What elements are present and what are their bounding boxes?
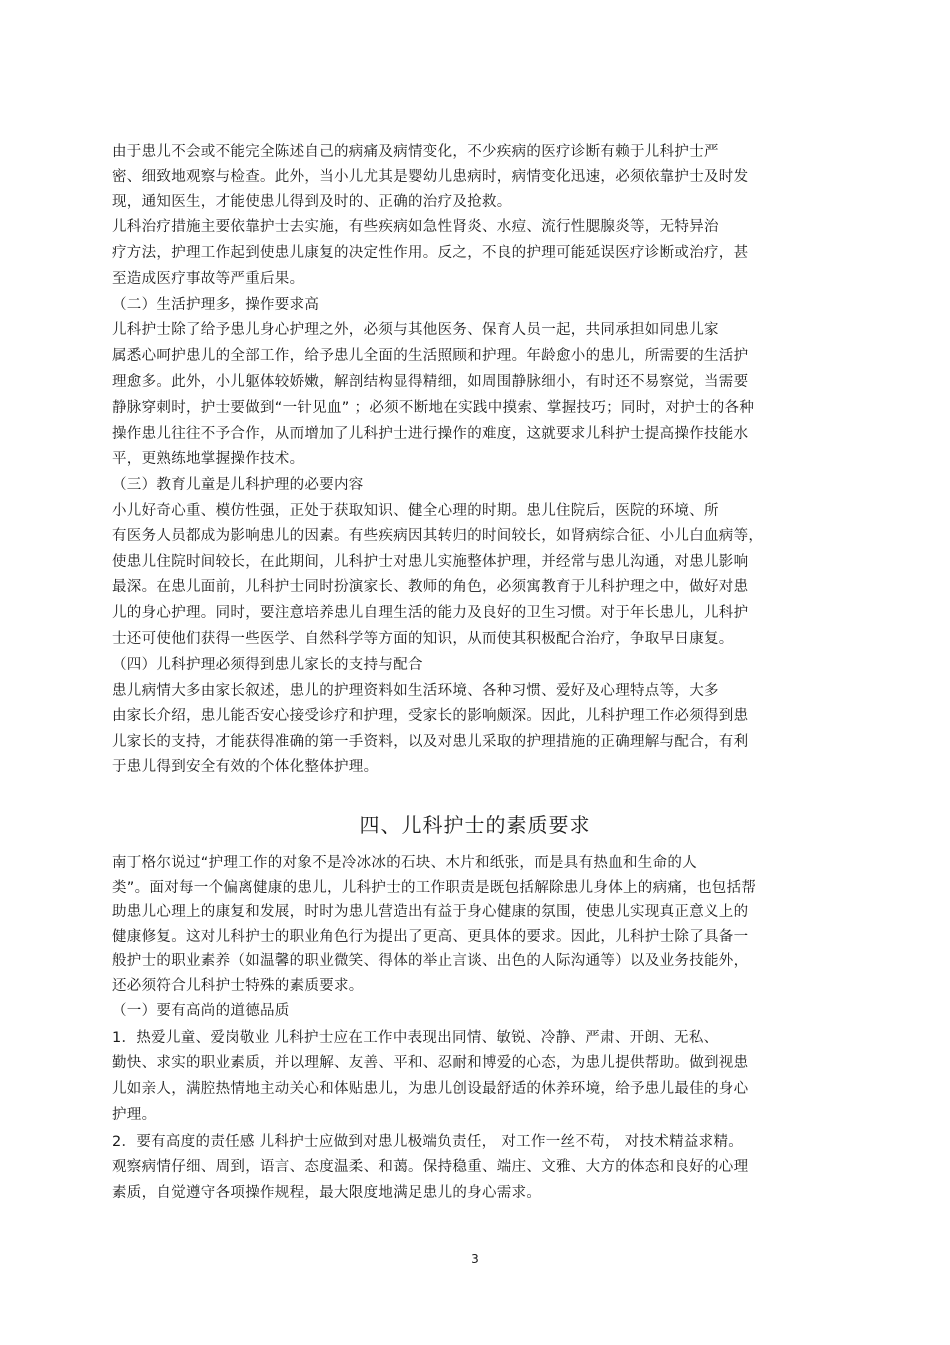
body-text-line: 素质，自觉遵守各项操作规程，最大限度地满足患儿的身心需求。 [112,1185,542,1201]
body-text-line: 静脉穿刺时，护士要做到“一针见血” ；必须不断地在实践中摸索、掌握技巧；同时，对护士的各种 [112,400,755,416]
body-text-line: 疗方法，护理工作起到使患儿康复的决定性作用。反之，不良的护理可能延误医疗诊断或治疗，甚 [112,245,749,261]
body-text-line: 1．热爱儿童、爱岗敬业 儿科护士应在工作中表现出同情、敏锐、冷静、严肃、开朗、无私、 [112,1030,719,1046]
body-text-line: 有医务人员都成为影响患儿的因素。有些疾病因其转归的时间较长，如肾病综合征、小儿白血病等， [112,528,764,544]
section-heading: 四、儿科护士的素质要求 [359,813,591,837]
body-text-line: 儿家长的支持，才能获得准确的第一手资料，以及对患儿采取的护理措施的正确理解与配合，有利 [112,734,749,750]
body-text-line: 小儿好奇心重、模仿性强，正处于获取知识、健全心理的时期。患儿住院后，医院的环境、所 [112,503,719,519]
section-subheading: （一）要有高尚的道德品质 [112,1003,290,1019]
body-text-line: 患儿病情大多由家长叙述，患儿的护理资料如生活环境、各种习惯、爱好及心理特点等，大多 [112,683,719,699]
body-text-line: 理愈多。此外，小儿躯体较娇嫩，解剖结构显得精细，如周围静脉细小，有时还不易察觉，当需要 [112,374,749,390]
body-text-line: 操作患儿往往不予合作，从而增加了儿科护士进行操作的难度，这就要求儿科护士提高操作技能水 [112,426,749,442]
body-text-line: 现，通知医生，才能使患儿得到及时的、正确的治疗及抢救。 [112,194,512,210]
section-subheading: （四）儿科护理必须得到患儿家长的支持与配合 [112,657,423,673]
body-text-line: 儿如亲人，满腔热情地主动关心和体贴患儿，为患儿创设最舒适的休养环境，给予患儿最佳的身心 [112,1081,749,1097]
body-text-line: 还必须符合儿科护士特殊的素质要求。 [112,978,364,994]
body-text-line: 属悉心呵护患儿的全部工作，给予患儿全面的生活照顾和护理。年龄愈小的患儿，所需要的生活护 [112,348,749,364]
body-text-line: 儿科护士除了给予患儿身心护理之外，必须与其他医务、保育人员一起，共同承担如同患儿家 [112,322,719,338]
page-number: 3 [471,1252,479,1266]
body-text-line: 平，更熟练地掌握操作技术。 [112,451,305,467]
body-text-line: 儿科治疗措施主要依靠护士去实施，有些疾病如急性肾炎、水痘、流行性腮腺炎等，无特异治 [112,219,719,235]
body-text-line: 至造成医疗事故等严重后果。 [112,271,305,287]
section-subheading: （三）教育儿童是儿科护理的必要内容 [112,477,364,493]
body-text-line: 于患儿得到安全有效的个体化整体护理。 [112,759,379,775]
body-text-line: 密、细致地观察与检查。此外，当小儿尤其是婴幼儿患病时，病情变化迅速，必须依靠护士及时发 [112,169,749,185]
body-text-line: 南丁格尔说过“护理工作的对象不是冷冰冰的石块、木片和纸张，而是具有热血和生命的人 [112,855,698,871]
body-text-line: 观察病情仔细、周到，语言、态度温柔、和蔼。保持稳重、端庄、文雅、大方的体态和良好的心理 [112,1159,749,1175]
body-text-line: 般护士的职业素养（如温馨的职业微笑、得体的举止言谈、出色的人际沟通等）以及业务技能外， [112,953,749,969]
body-text-line: 护理。 [112,1107,157,1123]
body-text-line: 由家长介绍，患儿能否安心接受诊疗和护理，受家长的影响颇深。因此，儿科护理工作必须得到患 [112,708,749,724]
body-text-line: 类”。面对每一个偏离健康的患儿，儿科护士的工作职责是既包括解除患儿身体上的病痛，也包括帮 [112,880,757,896]
body-text-line: 使患儿住院时间较长，在此期间，儿科护士对患儿实施整体护理，并经常与患儿沟通，对患儿影响 [112,554,749,570]
body-text-line: 勤快、求实的职业素质，并以理解、友善、平和、忍耐和博爱的心态，为患儿提供帮助。做到视患 [112,1055,749,1071]
body-text-line: 2．要有高度的责任感 儿科护士应做到对患儿极端负责任， 对工作一丝不苟， 对技术精益求精。 [112,1134,744,1150]
body-text-line: 最深。在患儿面前，儿科护士同时扮演家长、教师的角色，必须寓教育于儿科护理之中，做好对患 [112,579,749,595]
section-subheading: （二）生活护理多，操作要求高 [112,297,320,313]
body-text-line: 助患儿心理上的康复和发展，时时为患儿营造出有益于身心健康的氛围，使患儿实现真正意义上的 [112,904,749,920]
body-text-line: 士还可使他们获得一些医学、自然科学等方面的知识，从而使其积极配合治疗，争取早日康复。 [112,631,734,647]
body-text-line: 儿的身心护理。同时，要注意培养患儿自理生活的能力及良好的卫生习惯。对于年长患儿，儿科护 [112,605,749,621]
body-text-line: 由于患儿不会或不能完全陈述自己的病痛及病情变化，不少疾病的医疗诊断有赖于儿科护士严 [112,144,719,160]
body-text-line: 健康修复。这对儿科护士的职业角色行为提出了更高、更具体的要求。因此，儿科护士除了具备一 [112,929,749,945]
